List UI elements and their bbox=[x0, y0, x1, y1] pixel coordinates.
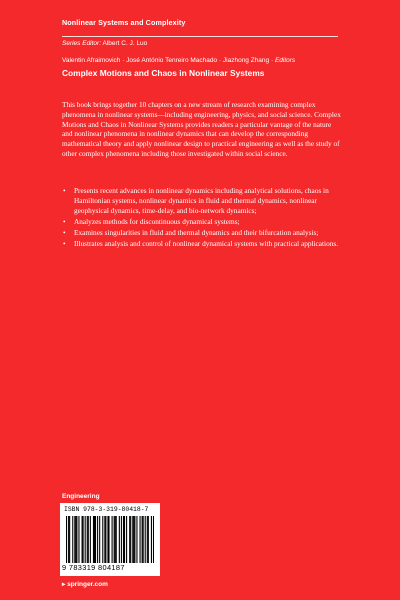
book-title: Complex Motions and Chaos in Nonlinear Systems bbox=[62, 68, 265, 78]
barcode-bar bbox=[69, 516, 70, 563]
arrow-icon: ▸ bbox=[62, 581, 66, 588]
feature-item bbox=[62, 228, 342, 238]
barcode-bar bbox=[114, 516, 115, 563]
publisher-website bbox=[62, 580, 108, 588]
barcode-bar bbox=[95, 516, 96, 563]
barcode-bar bbox=[153, 516, 154, 563]
barcode-bar bbox=[68, 516, 69, 563]
barcode-bar bbox=[74, 516, 75, 563]
barcode-bar bbox=[78, 516, 79, 563]
barcode-bar bbox=[76, 516, 77, 563]
series-editor-name: Albert C. J. Luo bbox=[102, 40, 148, 47]
barcode-bar bbox=[72, 516, 73, 563]
book-editors-label: Editors bbox=[274, 57, 296, 64]
barcode-bars-icon bbox=[66, 516, 154, 563]
barcode-bar bbox=[119, 516, 120, 563]
barcode-bar bbox=[147, 516, 148, 563]
feature-list bbox=[62, 186, 342, 251]
barcode-bar bbox=[99, 516, 100, 563]
header-rule bbox=[62, 36, 338, 37]
barcode-bar bbox=[115, 516, 116, 563]
barcode-bar bbox=[108, 516, 109, 563]
series-editor-label: Series Editor: bbox=[62, 40, 102, 47]
barcode-bar bbox=[148, 516, 149, 563]
barcode-bar bbox=[66, 516, 67, 563]
barcode-bar bbox=[129, 516, 130, 563]
barcode-bar bbox=[126, 516, 127, 563]
isbn-label: ISBN 978-3-319-80418-7 bbox=[64, 506, 149, 513]
series-title: Nonlinear Systems and Complexity bbox=[62, 18, 186, 27]
feature-item bbox=[62, 239, 342, 249]
barcode-bar bbox=[142, 516, 143, 563]
barcode-bar bbox=[112, 516, 113, 563]
barcode-bar bbox=[145, 516, 146, 563]
barcode-bar bbox=[136, 516, 137, 563]
barcode-bar bbox=[94, 516, 95, 563]
barcode-bar bbox=[83, 516, 84, 563]
barcode-bar bbox=[151, 516, 152, 563]
series-editor bbox=[62, 40, 147, 47]
barcode-bar bbox=[87, 516, 88, 563]
feature-text: Presents recent advances in nonlinear dynamics including analytical solutions, chaos in Hamiltonian systems, nonlinear dynamics in fluid and thermal dynamics, nonlinear geophysical dynamics, time-delay, and bio-network dynamics; bbox=[74, 186, 329, 215]
barcode-bar bbox=[130, 516, 131, 563]
feature-item bbox=[62, 186, 342, 215]
barcode-bar bbox=[123, 516, 124, 563]
feature-text: Analyzes methods for discontinuous dynamical systems; bbox=[74, 216, 240, 226]
barcode-bar bbox=[107, 516, 108, 563]
feature-item bbox=[62, 217, 342, 227]
barcode-bar bbox=[116, 516, 117, 563]
bullet-icon: • bbox=[63, 239, 66, 249]
barcode-bar bbox=[88, 516, 89, 563]
barcode-bar bbox=[93, 516, 94, 563]
barcode bbox=[60, 503, 160, 576]
barcode-bar bbox=[143, 516, 144, 563]
barcode-bar bbox=[82, 516, 83, 563]
bullet-icon: • bbox=[63, 216, 66, 226]
barcode-bar bbox=[124, 516, 125, 563]
barcode-bar bbox=[85, 516, 86, 563]
barcode-bar bbox=[121, 516, 122, 563]
barcode-bar bbox=[90, 516, 91, 563]
publisher-website-link[interactable]: springer.com bbox=[67, 581, 108, 588]
barcode-digits: 9 783319 804187 bbox=[62, 563, 125, 572]
feature-text: Illustrates analysis and control of nonlinear dynamical systems with practical applications. bbox=[74, 239, 339, 249]
subject-category: Engineering bbox=[62, 493, 100, 500]
book-editors-names: Valentin Afraimovich · José António Tenreiro Machado · Jiazhong Zhang bbox=[62, 57, 270, 64]
feature-text: Examines singularities in fluid and thermal dynamics and their bifurcation analysis; bbox=[74, 228, 319, 238]
barcode-bar bbox=[133, 516, 134, 563]
barcode-bar bbox=[102, 516, 103, 563]
bullet-icon: • bbox=[63, 186, 66, 195]
barcode-bar bbox=[104, 516, 105, 563]
book-editors bbox=[62, 57, 295, 64]
barcode-bar bbox=[140, 516, 141, 563]
barcode-bar bbox=[132, 516, 133, 563]
barcode-bar bbox=[134, 516, 135, 563]
barcode-bar bbox=[105, 516, 106, 563]
book-description: This book brings together 10 chapters on a new stream of research examining complex phenomena in nonlinear systems—including engineering, physics, and social science. Complex Motions and Chaos in Nonlinear Systems provides readers a particular vantage of the nature and nonlinear phenomena in nonlinear dynamics that can develop the corresponding mathematical theory and apply nonlinear design to practical engineering as well as the study of other complex phenomena including those investigated within social science. bbox=[62, 100, 341, 158]
book-editors-separator: · bbox=[270, 57, 275, 64]
bullet-icon: • bbox=[63, 228, 66, 238]
barcode-bar bbox=[97, 516, 98, 563]
barcode-bar bbox=[75, 516, 76, 563]
